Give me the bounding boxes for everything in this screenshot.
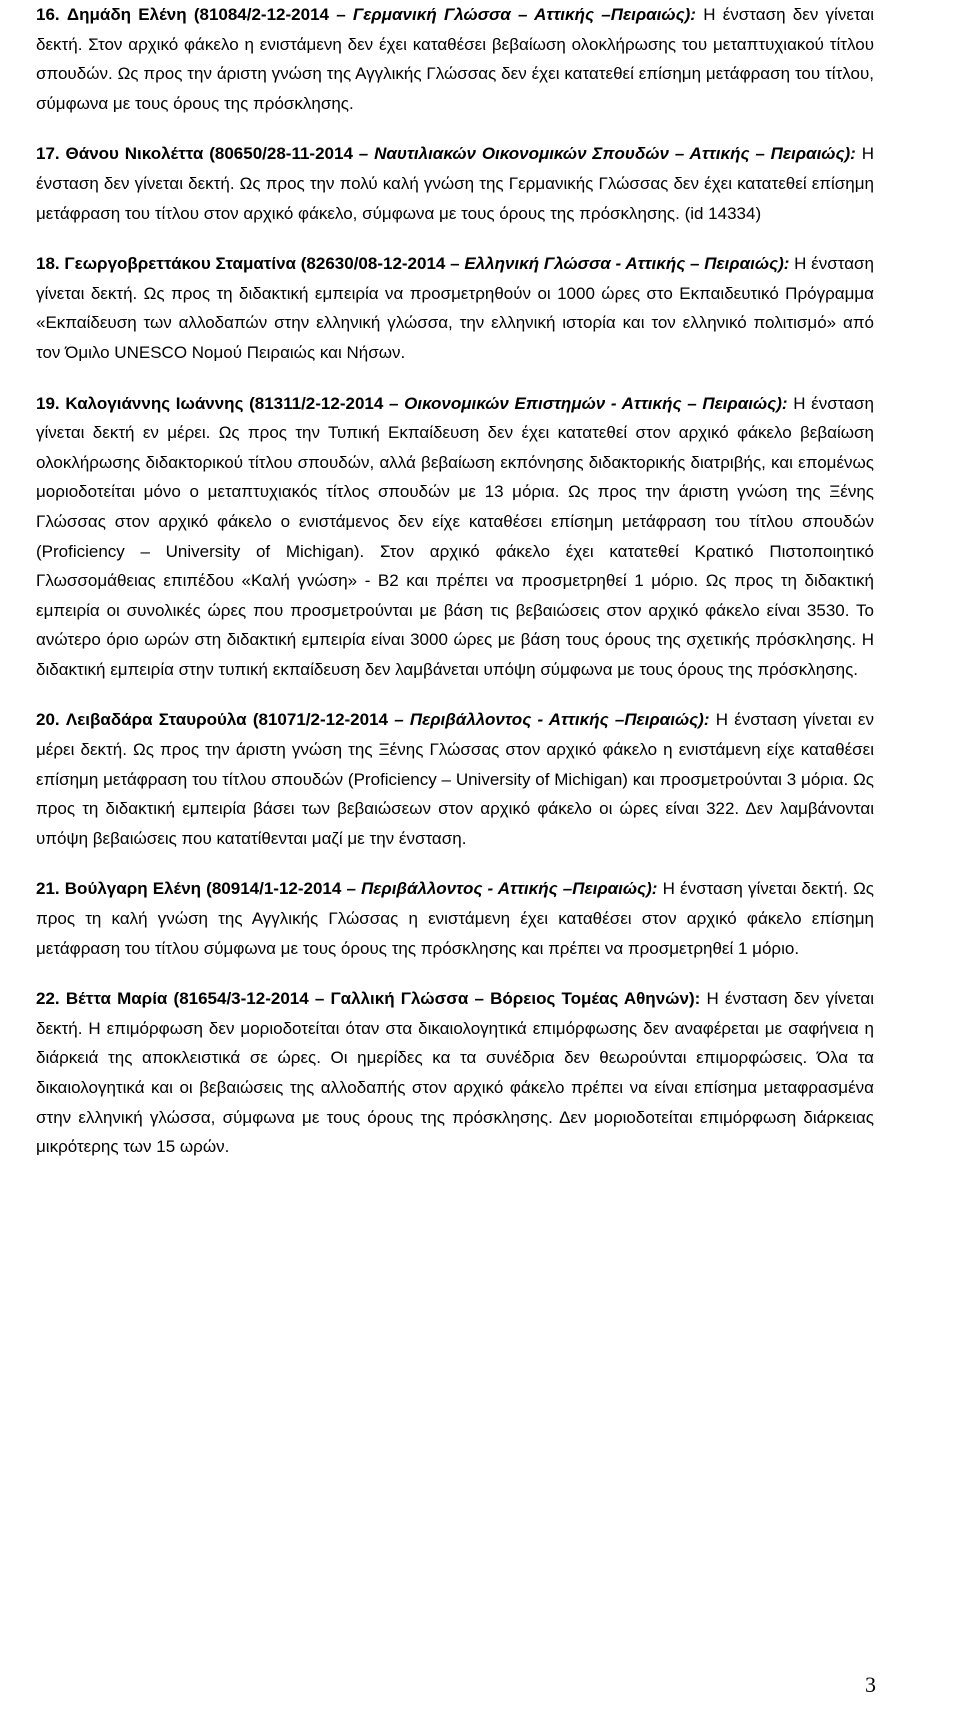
entry-number: 17. xyxy=(36,144,60,164)
entry-20 xyxy=(36,705,874,853)
entry-department: – Περιβάλλοντος - Αττικής –Πειραιώς): xyxy=(394,710,710,730)
entry-number: 22. xyxy=(36,989,60,1009)
entry-applicant: Βέττα Μαρία (81654/3-12-2014 – Γαλλική Γλώσσα – Βόρειος Τομέας Αθηνών): xyxy=(65,989,701,1009)
entry-decision: Η ένσταση δεν γίνεται δεκτή. Η επιμόρφωση δεν μοριοδοτείται όταν στα δικαιολογητικά επιμόρφωσης δεν αναφέρεται με σαφήνεια η διάρκειά της αποκλειστικά σε ώρες. Οι ημερίδες κα τα συνέδρια δεν θεωρούνται επιμορφώσεις. Όλα τα δικαιολογητικά και οι βεβαιώσεις της αλλοδαπής στον αρχικό φάκελο πρέπει να είναι επίσημα μεταφρασμένα στην ελληνική γλώσσα, σύμφωνα με τους όρους της πρόσκλησης. Δεν μοριοδοτείται επιμόρφωση διάρκειας μικρότερης των 15 ωρών. xyxy=(36,989,875,1157)
entry-applicant: Βούλγαρη Ελένη (80914/1-12-2014 xyxy=(64,879,347,899)
entry-decision: Η ένσταση δεν γίνεται δεκτή. Στον αρχικό φάκελο η ενιστάμενη δεν έχει καταθέσει βεβαίωση ολοκλήρωσης του μεταπτυχιακού τίτλου σπουδών. Ως προς την άριστη γνώση της Αγγλικής Γλώσσας δεν έχει κατατεθεί επίσημη μετάφραση του τίτλου, σύμφωνα με τους όρους της πρόσκλησης. xyxy=(36,5,874,113)
entry-number: 19. xyxy=(36,393,60,413)
entry-applicant: Δημάδη Ελένη (81084/2-12-2014 xyxy=(66,5,337,24)
entry-applicant: Λειβαδάρα Σταυρούλα (81071/2-12-2014 xyxy=(65,710,395,730)
page-number: 3 xyxy=(865,1672,876,1697)
entry-21 xyxy=(36,874,874,963)
document-page xyxy=(36,0,874,1183)
entry-department: – Περιβάλλοντος - Αττικής –Πειραιώς): xyxy=(346,879,658,899)
entry-department: – Γερμανική Γλώσσα – Αττικής –Πειραιώς): xyxy=(336,5,696,24)
entry-number: 20. xyxy=(36,710,60,730)
entry-number: 21. xyxy=(36,879,60,899)
entry-number: 16. xyxy=(36,5,60,24)
entry-16 xyxy=(36,0,874,118)
entry-22 xyxy=(36,984,874,1162)
entry-18 xyxy=(36,249,874,367)
entry-department: – Οικονομικών Επιστημών - Αττικής – Πειραιώς): xyxy=(389,393,788,413)
entry-department: – Ελληνική Γλώσσα - Αττικής – Πειραιώς): xyxy=(450,254,790,274)
entry-decision: Η ένσταση γίνεται δεκτή εν μέρει. Ως προς την Τυπική Εκπαίδευση δεν έχει κατατεθεί στον αρχικό φάκελο βεβαίωση ολοκλήρωσης διδακτορικού τίτλου σπουδών, αλλά βεβαίωση εκπόνησης διδακτορικής διατριβής, και επομένως μοριοδοτείται μόνο ο μεταπτυχιακός τίτλος σπουδών με 13 μόρια. Ως προς την άριστη γνώση της Ξένης Γλώσσας στον αρχικό φάκελο ο ενιστάμενος δεν είχε καταθέσει επίσημη μετάφραση του τίτλου σπουδών (Proficiency – University of Michigan). Στον αρχικό φάκελο έχει κατατεθεί Κρατικό Πιστοποιητικό Γλωσσομάθειας επιπέδου «Καλή γνώση» - B2 και πρέπει να προσμετρηθεί 1 μόριο. Ως προς τη διδακτική εμπειρία οι συνολικές ώρες που προσμετρούνται με βάση τις βεβαιώσεις στον αρχικό φάκελο είναι 3530. Το ανώτερο όριο ωρών στη διδακτική εμπειρία είναι 3000 ώρες με βάση τους όρους της σχετικής πρόσκλησης. Η διδακτική εμπειρία στην τυπική εκπαίδευση δεν λαμβάνεται υπόψη σύμφωνα με τους όρους της πρόσκλησης. xyxy=(36,393,875,679)
entry-19 xyxy=(36,389,874,685)
entry-applicant: Γεωργοβρεττάκου Σταματίνα (82630/08-12-2014 xyxy=(64,254,451,274)
entry-applicant: Θάνου Νικολέττα (80650/28-11-2014 xyxy=(65,144,359,164)
entry-department: – Ναυτιλιακών Οικονομικών Σπουδών – Αττικής – Πειραιώς): xyxy=(358,144,856,164)
entry-applicant: Καλογιάννης Ιωάννης (81311/2-12-2014 xyxy=(65,393,389,413)
entry-decision: Η ένσταση γίνεται δεκτή. Ως προς τη καλή γνώση της Αγγλικής Γλώσσας η ενιστάμενη έχει καταθέσει στον αρχικό φάκελο επίσημη μετάφραση του τίτλου σύμφωνα με τους όρους της πρόσκλησης και πρέπει να προσμετρηθεί 1 μόριο. xyxy=(36,879,874,958)
entry-decision: Η ένσταση γίνεται εν μέρει δεκτή. Ως προς την άριστη γνώση της Ξένης Γλώσσας στον αρχικό φάκελο η ενιστάμενη είχε καταθέσει επίσημη μετάφραση του τίτλου σπουδών (Proficiency – University of Michigan) και προσμετρούνται 3 μόρια. Ως προς τη διδακτική εμπειρία βάσει των βεβαιώσεων στον αρχικό φάκελο οι ώρες είναι 322. Δεν λαμβάνονται υπόψη βεβαιώσεις που κατατίθενται μαζί με την ένσταση. xyxy=(36,710,874,848)
entry-number: 18. xyxy=(36,254,60,274)
entry-decision: Η ένσταση γίνεται δεκτή. Ως προς τη διδακτική εμπειρία να προσμετρηθούν οι 1000 ώρες στο Εκπαιδευτικό Πρόγραμμα «Εκπαίδευση των αλλοδαπών στην ελληνική γλώσσα, την ελληνική ιστορία και τον ελληνικό πολιτισμό» από τον Όμιλο UNESCO Νομού Πειραιώς και Νήσων. xyxy=(36,254,875,362)
entry-decision: Η ένσταση δεν γίνεται δεκτή. Ως προς την πολύ καλή γνώση της Γερμανικής Γλώσσας δεν έχει κατατεθεί επίσημη μετάφραση του τίτλου στον αρχικό φάκελο, σύμφωνα με τους όρους της πρόσκλησης. (id 14334) xyxy=(36,144,874,223)
entry-17 xyxy=(36,139,874,228)
